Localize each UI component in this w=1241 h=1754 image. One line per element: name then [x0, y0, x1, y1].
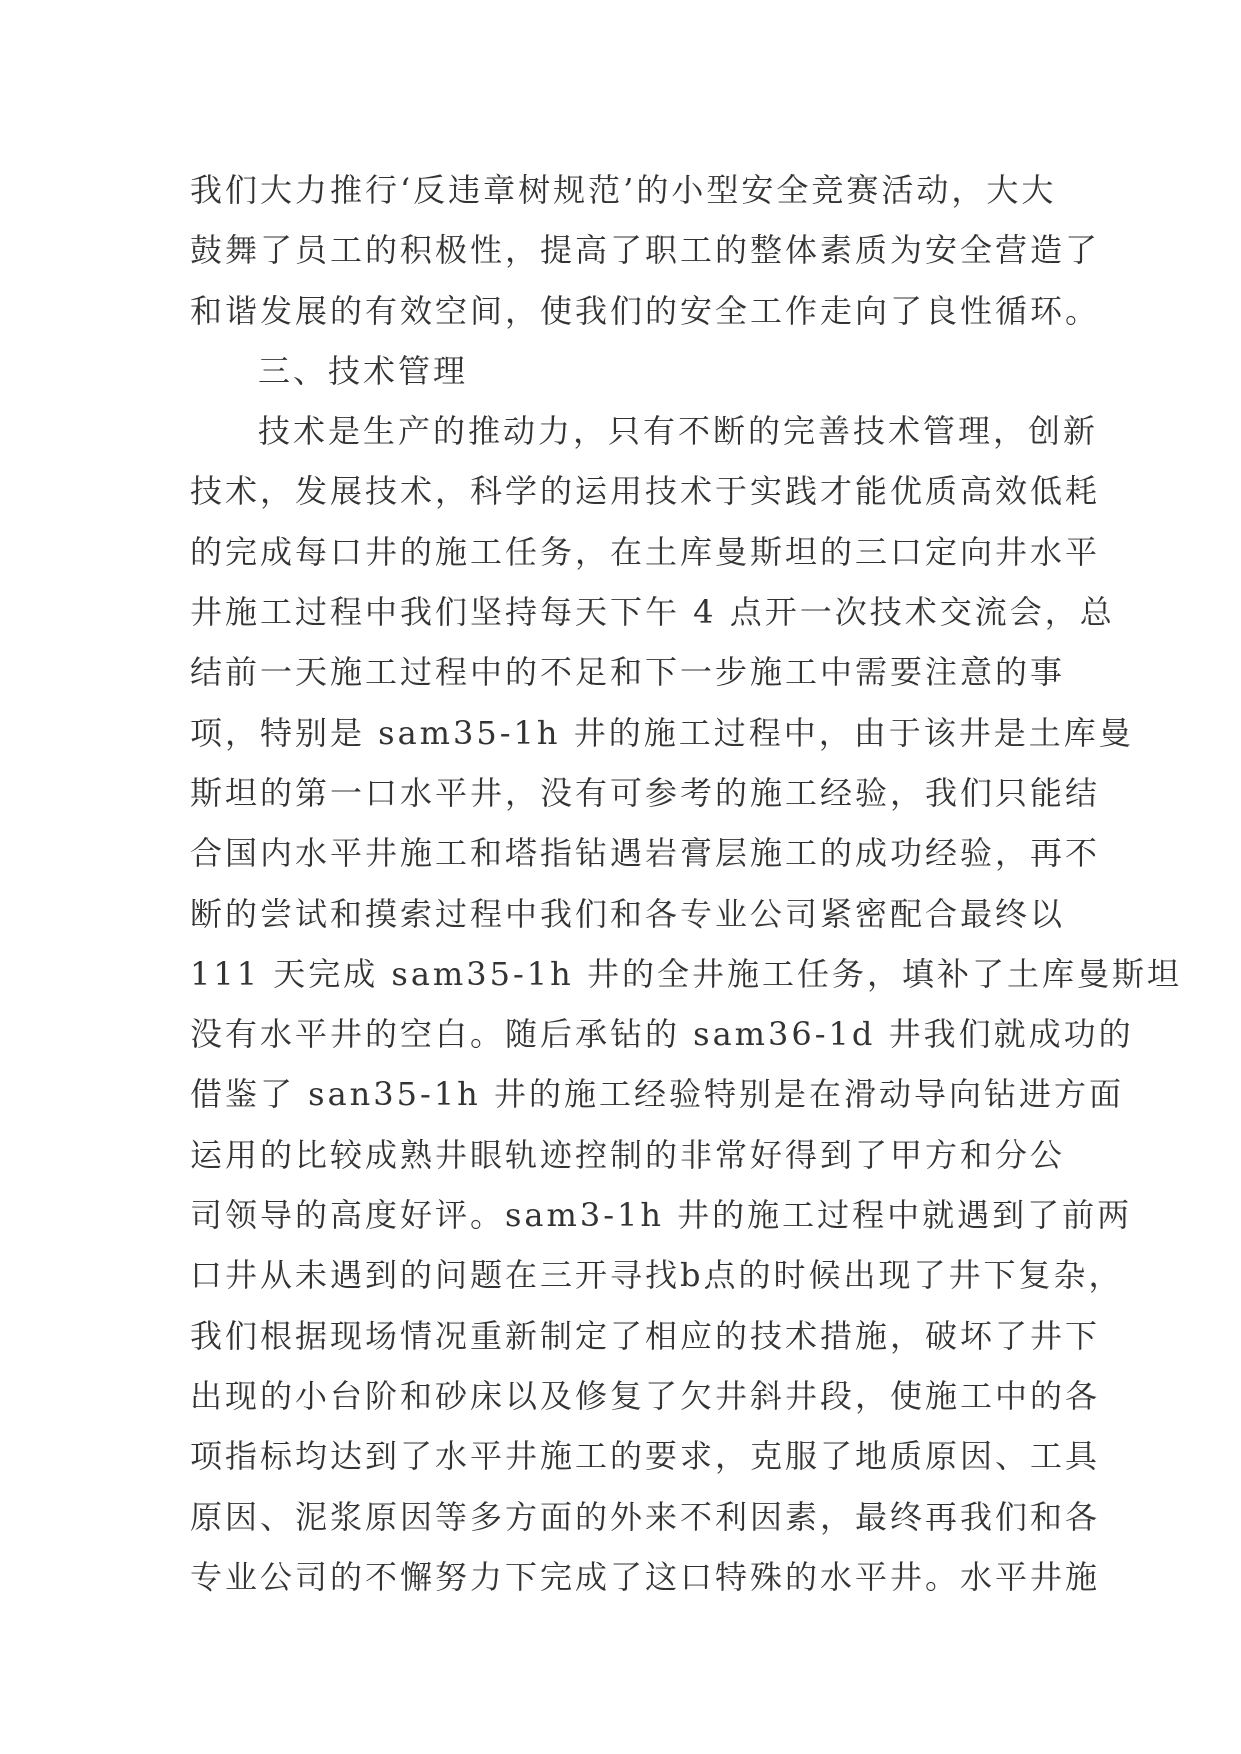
text-line: 我们大力推行‘反违章树规范’的小型安全竞赛活动，大大 — [190, 171, 1057, 209]
text-line: 111 天完成 sam35-1h 井的全井施工任务，填补了土库曼斯坦 — [190, 954, 1182, 993]
text-line: 出现的小台阶和砂床以及修复了欠井斜井段，使施工中的各 — [190, 1376, 1101, 1415]
text-line: 合国内水平井施工和塔指钻遇岩膏层施工的成功经验，再不 — [190, 834, 1101, 873]
paragraph-first-line: 技术是生产的推动力，只有不断的完善技术管理，创新 — [258, 412, 1099, 451]
text-line: 的完成每口井的施工任务，在土库曼斯坦的三口定向井水平 — [190, 532, 1101, 571]
text-line: 项，特别是 sam35-1h 井的施工过程中，由于该井是土库曼 — [190, 713, 1134, 752]
section-heading: 三、技术管理 — [258, 351, 469, 390]
text-line: 原因、泥浆原因等多方面的外来不利因素，最终再我们和各 — [190, 1497, 1101, 1536]
text-line: 斯坦的第一口水平井，没有可参考的施工经验，我们只能结 — [190, 773, 1101, 812]
text-line: 口井从未遇到的问题在三开寻找b点的时候出现了井下复杂， — [190, 1256, 1124, 1295]
text-line: 专业公司的不懈努力下完成了这口特殊的水平井。水平井施 — [190, 1557, 1101, 1596]
text-line: 没有水平井的空白。随后承钻的 sam36-1d 井我们就成功的 — [190, 1015, 1134, 1054]
text-line: 借鉴了 san35-1h 井的施工经验特别是在滑动导向钻进方面 — [190, 1075, 1124, 1114]
text-line: 项指标均达到了水平井施工的要求，克服了地质原因、工具 — [190, 1437, 1101, 1476]
text-line: 井施工过程中我们坚持每天下午 4 点开一次技术交流会，总 — [190, 593, 1115, 632]
body-text — [190, 160, 1182, 1607]
text-line: 技术，发展技术，科学的运用技术于实践才能优质高效低耗 — [190, 472, 1101, 511]
text-line: 鼓舞了员工的积极性，提高了职工的整体素质为安全营造了 — [190, 231, 1101, 270]
text-line: 我们根据现场情况重新制定了相应的技术措施，破坏了井下 — [190, 1316, 1101, 1355]
text-line: 和谐发展的有效空间，使我们的安全工作走向了良性循环。 — [190, 291, 1101, 330]
text-line: 断的尝试和摸索过程中我们和各专业公司紧密配合最终以 — [190, 894, 1066, 933]
text-line: 结前一天施工过程中的不足和下一步施工中需要注意的事 — [190, 653, 1066, 692]
text-line: 司领导的高度好评。sam3-1h 井的施工过程中就遇到了前两 — [190, 1196, 1133, 1235]
text-line: 运用的比较成熟井眼轨迹控制的非常好得到了甲方和分公 — [190, 1135, 1066, 1174]
